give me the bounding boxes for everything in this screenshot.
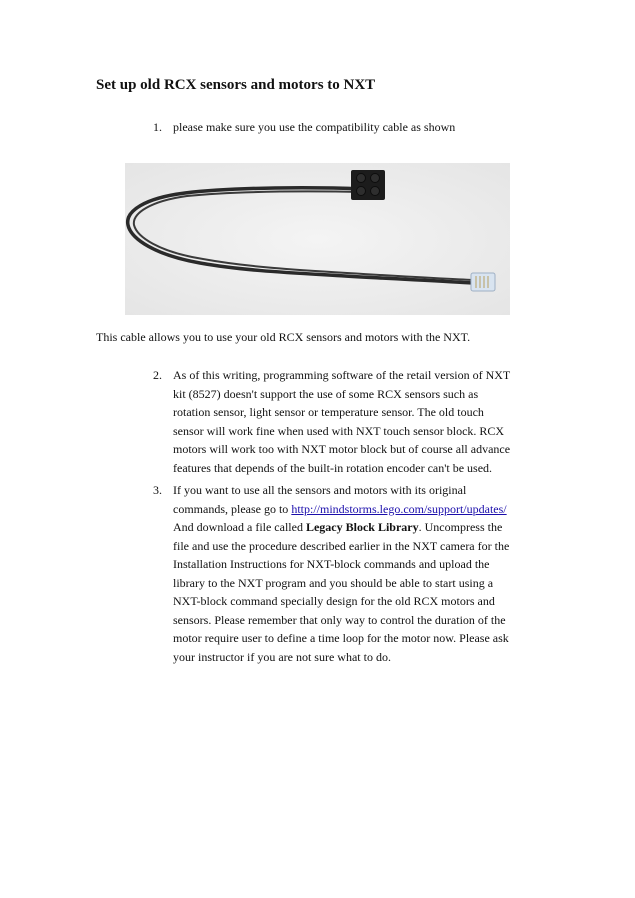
text-line: sensors. Please remember that only way to control the duration of the [173,612,506,627]
text-line: kit (8527) doesn't support the use of some RCX sensors such as [173,386,479,401]
list-item-number: 2. [153,368,162,382]
text-line: Installation Instructions for NXT-block commands and upload the [173,557,490,571]
text-line: rotation sensor, light sensor or temperature sensor. The old touch [173,405,484,419]
photo-background [125,163,510,315]
list-item-number: 1. [153,120,162,134]
body-paragraph: This cable allows you to use your old RCX sensors and motors with the NXT. [96,330,471,344]
text-line: your instructor if you are not sure what to do. [173,649,391,664]
text-fragment: . Uncompress the [418,520,503,534]
text-line: motors will work too with NXT motor block but of course all advance [173,442,511,456]
list-item-text [173,481,543,666]
text-fragment: And download a file called [173,520,306,534]
text-fragment: commands, please go to [173,501,292,516]
text-line: NXT-block command specially design for the old RCX motors and [173,594,495,608]
legacy-block-library-name: Legacy Block Library [305,520,419,534]
rj-connector [471,273,495,291]
text-line [173,500,543,519]
text-line: features that depends of the built-in rotation encoder can't be used. [173,460,493,475]
updates-link[interactable]: http://mindstorms.lego.com/support/updates/ [291,501,507,516]
cable-photo [125,163,510,315]
text-line: sensor will work fine when used with NXT touch sensor block. RCX [173,423,505,438]
list-item-text [173,366,543,477]
list-item-number: 3. [153,483,162,497]
text-line: As of this writing, programming software of the retail version of NXT [173,368,511,382]
page-title: Set up old RCX sensors and motors to NXT [96,77,376,93]
list-item-text: please make sure you use the compatibility cable as shown [173,120,456,134]
text-line: motor require user to define a time loop for the motor now. Please ask [173,631,509,645]
text-line: If you want to use all the sensors and motors with its original [173,483,467,497]
text-line [173,518,543,537]
text-line: file and use the procedure described earlier in the NXT camera for the [173,538,510,553]
brick-connector [351,170,385,200]
text-line: library to the NXT program and you should be able to start using a [173,575,494,590]
